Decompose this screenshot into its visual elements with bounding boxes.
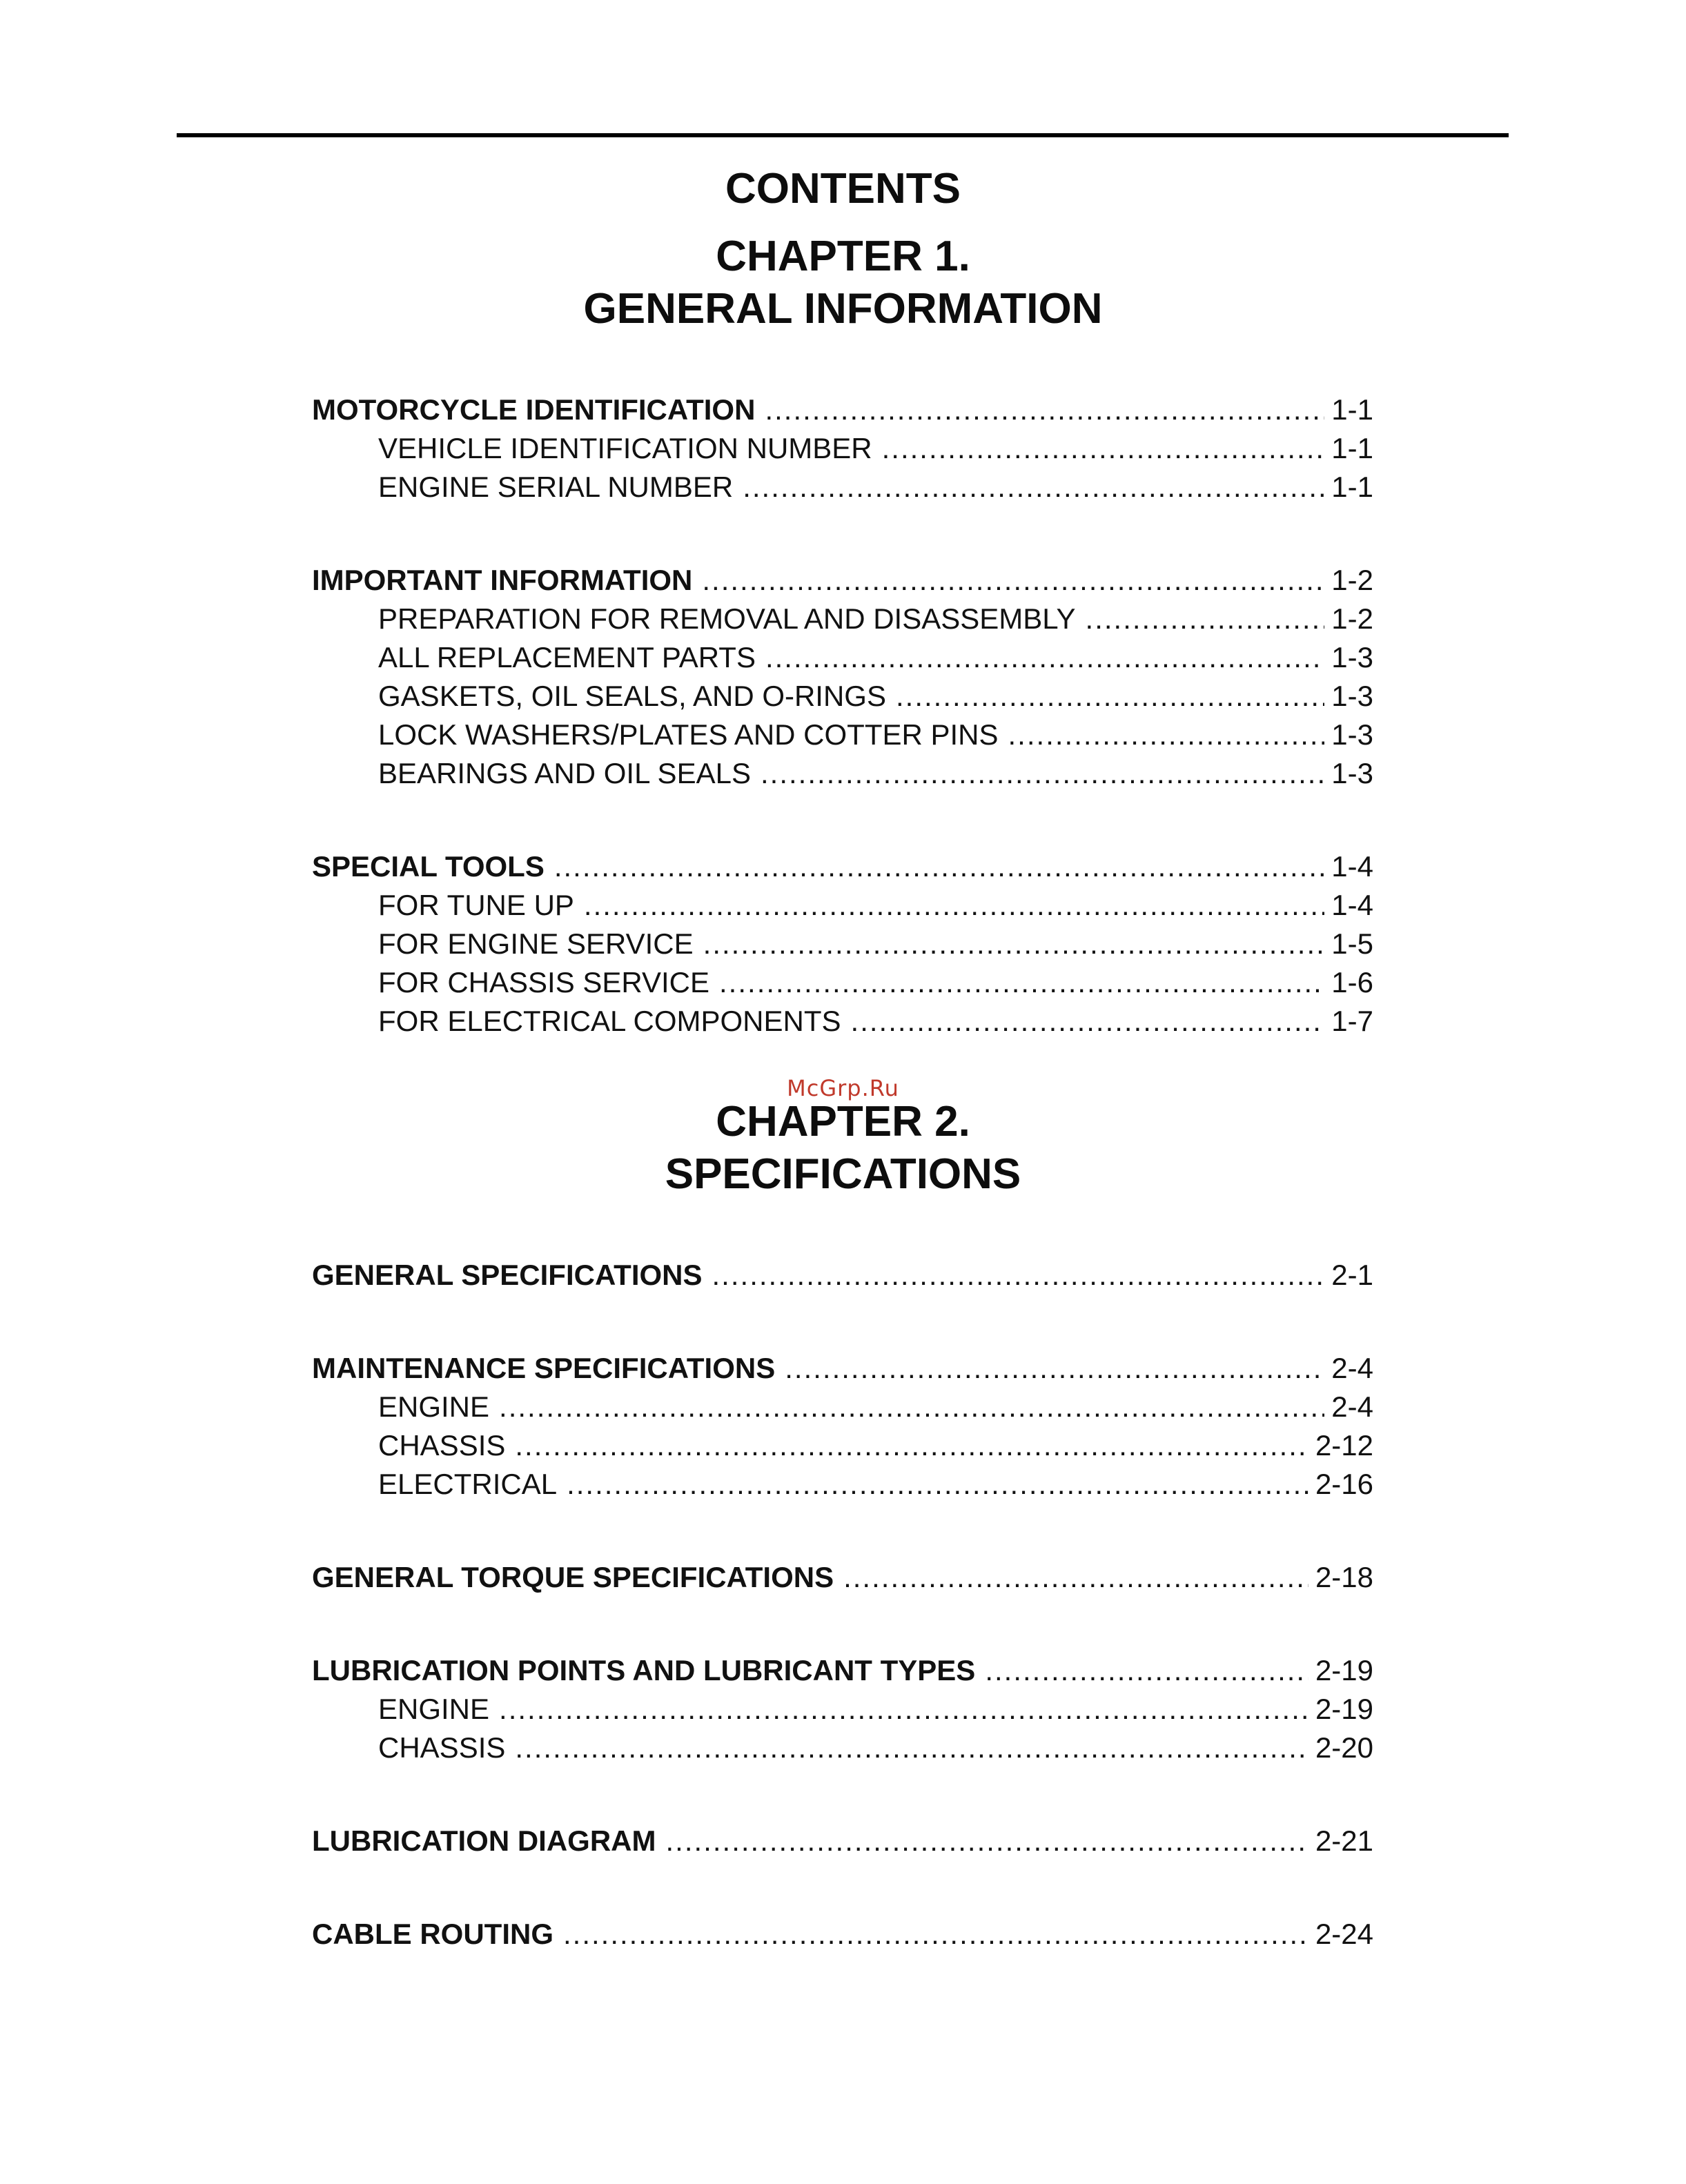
toc-section-entry-title: LUBRICATION DIAGRAM [312,1824,656,1857]
toc-section [312,1822,1373,1860]
toc-subentry-page-number: 1-7 [1331,1005,1373,1037]
toc-section-entry-page-number: 1-4 [1331,850,1373,883]
dot-leader [882,429,1325,468]
toc-subentry-title: FOR ELECTRICAL COMPONENTS [378,1005,841,1037]
toc-section [312,1915,1373,1954]
toc-subentry-title: FOR CHASSIS SERVICE [378,966,710,998]
toc-section-entry[interactable] [312,1349,1373,1388]
toc-section-entry[interactable] [312,847,1373,886]
toc-section-entry[interactable] [312,1256,1373,1295]
toc-subentry[interactable] [312,754,1373,793]
toc-section-entry-title: GENERAL TORQUE SPECIFICATIONS [312,1561,834,1593]
toc-section-entry-title: LUBRICATION POINTS AND LUBRICANT TYPES [312,1654,976,1686]
toc-subentry-page-number: 1-3 [1331,680,1373,712]
toc-subentry[interactable] [312,677,1373,716]
toc-subentry[interactable] [312,716,1373,754]
toc-subentry-page-number: 2-12 [1315,1429,1373,1462]
toc-subentry-title: BEARINGS AND OIL SEALS [378,757,751,789]
toc-subentry-page-number: 1-4 [1331,889,1373,921]
dot-leader [584,886,1324,925]
toc-section [312,1349,1373,1504]
toc-section-entry-title: CABLE ROUTING [312,1918,553,1950]
dot-leader [702,561,1324,600]
toc-section-entry-page-number: 2-19 [1315,1654,1373,1686]
toc-subentry[interactable] [312,600,1373,638]
chapter-2-number: CHAPTER 2. [716,1098,970,1145]
toc-subentry-page-number: 2-19 [1315,1693,1373,1725]
toc-section [312,1558,1373,1597]
dot-leader [851,1002,1325,1041]
toc-subentry-title: PREPARATION FOR REMOVAL AND DISASSEMBLY [378,602,1076,635]
toc-subentry[interactable] [312,468,1373,506]
top-rule [177,133,1509,137]
page-title: CONTENTS [725,165,961,213]
toc-subentry-page-number: 2-20 [1315,1731,1373,1764]
toc-section-entry[interactable] [312,1915,1373,1954]
dot-leader [515,1426,1308,1465]
toc-subentry-page-number: 1-3 [1331,718,1373,751]
toc-section-entry-title: MOTORCYCLE IDENTIFICATION [312,393,756,426]
toc-section-entry-title: MAINTENANCE SPECIFICATIONS [312,1352,776,1384]
toc-subentry[interactable] [312,638,1373,677]
toc-section [312,1256,1373,1295]
chapter-1-toc [312,391,1373,1095]
toc-section-entry-page-number: 2-4 [1331,1352,1373,1384]
dot-leader [515,1729,1308,1767]
chapter-2-title: SPECIFICATIONS [665,1150,1021,1198]
toc-subentry[interactable] [312,963,1373,1002]
toc-subentry-title: FOR ENGINE SERVICE [378,927,694,960]
dot-leader [743,468,1324,506]
chapter-1-heading [0,230,1686,335]
toc-section [312,561,1373,793]
watermark-text: McGrp.Ru [787,1075,899,1101]
toc-subentry-page-number: 1-1 [1331,432,1373,464]
toc-section-entry-page-number: 2-24 [1315,1918,1373,1950]
toc-subentry-title: GASKETS, OIL SEALS, AND O-RINGS [378,680,886,712]
toc-section-entry-page-number: 2-18 [1315,1561,1373,1593]
dot-leader [563,1915,1308,1954]
dot-leader [761,754,1324,793]
toc-subentry-title: ENGINE [378,1693,490,1725]
toc-subentry-title: LOCK WASHERS/PLATES AND COTTER PINS [378,718,999,751]
toc-subentry[interactable] [312,1729,1373,1767]
toc-subentry[interactable] [312,1388,1373,1426]
dot-leader [896,677,1324,716]
toc-subentry-page-number: 2-4 [1331,1390,1373,1423]
dot-leader [666,1822,1308,1860]
toc-subentry-title: ENGINE [378,1390,490,1423]
dot-leader [765,391,1324,429]
toc-subentry-title: CHASSIS [378,1429,506,1462]
toc-section-entry-page-number: 2-1 [1331,1259,1373,1291]
contents-heading [0,163,1686,215]
dot-leader [843,1558,1308,1597]
toc-subentry-title: FOR TUNE UP [378,889,574,921]
toc-section-entry-page-number: 1-1 [1331,393,1373,426]
toc-subentry-page-number: 1-5 [1331,927,1373,960]
toc-subentry-page-number: 1-2 [1331,602,1373,635]
toc-section-entry-title: IMPORTANT INFORMATION [312,564,693,596]
dot-leader [785,1349,1324,1388]
dot-leader [703,925,1325,963]
dot-leader [567,1465,1308,1504]
toc-subentry-page-number: 1-1 [1331,471,1373,503]
chapter-2-toc [312,1256,1373,2008]
toc-subentry-title: ENGINE SERIAL NUMBER [378,471,734,503]
toc-subentry[interactable] [312,1426,1373,1465]
toc-subentry-title: ELECTRICAL [378,1468,558,1500]
toc-section-entry[interactable] [312,561,1373,600]
dot-leader [1008,716,1325,754]
toc-subentry[interactable] [312,886,1373,925]
chapter-2-heading [0,1096,1686,1201]
toc-section [312,1651,1373,1767]
toc-section-entry[interactable] [312,1558,1373,1597]
toc-subentry[interactable] [312,429,1373,468]
dot-leader [554,847,1324,886]
toc-subentry-title: ALL REPLACEMENT PARTS [378,641,756,673]
toc-section [312,391,1373,506]
toc-section-entry-page-number: 1-2 [1331,564,1373,596]
toc-subentry[interactable] [312,1690,1373,1729]
dot-leader [719,963,1324,1002]
toc-section-entry-page-number: 2-21 [1315,1824,1373,1857]
toc-section-entry[interactable] [312,1822,1373,1860]
dot-leader [765,638,1324,677]
dot-leader [1086,600,1325,638]
toc-subentry-page-number: 1-6 [1331,966,1373,998]
chapter-1-title: GENERAL INFORMATION [583,285,1103,333]
dot-leader [985,1651,1308,1690]
toc-subentry[interactable] [312,925,1373,963]
toc-subentry-page-number: 2-16 [1315,1468,1373,1500]
toc-subentry-title: VEHICLE IDENTIFICATION NUMBER [378,432,872,464]
dot-leader [499,1690,1308,1729]
toc-subentry[interactable] [312,1002,1373,1041]
toc-subentry-page-number: 1-3 [1331,757,1373,789]
toc-section-entry[interactable] [312,391,1373,429]
toc-section-entry-title: SPECIAL TOOLS [312,850,545,883]
toc-subentry-title: CHASSIS [378,1731,506,1764]
toc-section [312,847,1373,1041]
chapter-1-number: CHAPTER 1. [716,233,970,280]
dot-leader [712,1256,1325,1295]
toc-subentry[interactable] [312,1465,1373,1504]
toc-section-entry[interactable] [312,1651,1373,1690]
dot-leader [499,1388,1324,1426]
toc-section-entry-title: GENERAL SPECIFICATIONS [312,1259,703,1291]
toc-subentry-page-number: 1-3 [1331,641,1373,673]
